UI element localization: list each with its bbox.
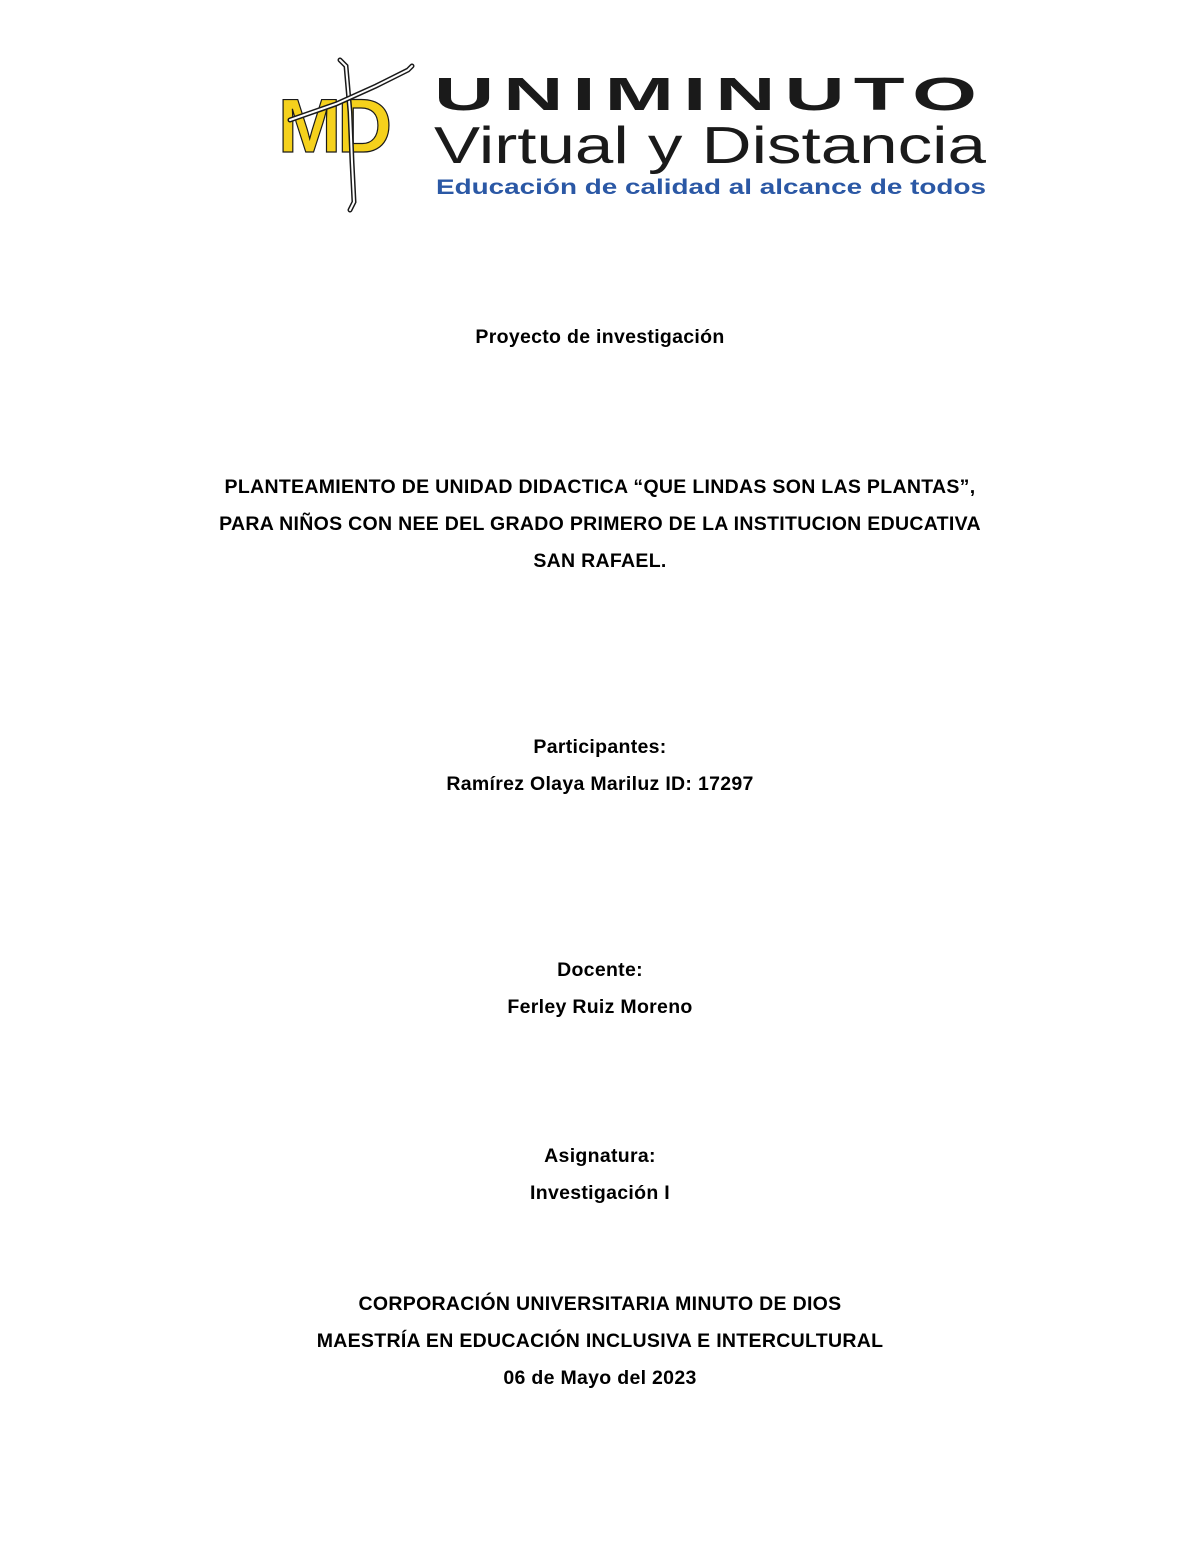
document-type: Proyecto de investigación	[475, 326, 725, 348]
title-line-2: PARA NIÑOS CON NEE DEL GRADO PRIMERO DE LA INSTITUCION EDUCATIVA	[219, 513, 981, 535]
logo-subtitle: Virtual y Distancia	[434, 117, 987, 175]
logo-tagline: Educación de calidad al alcance de todos	[436, 176, 986, 199]
institution-name: CORPORACIÓN UNIVERSITARIA MINUTO DE DIOS	[358, 1293, 842, 1315]
document-date: 06 de Mayo del 2023	[503, 1367, 697, 1389]
participants-label: Participantes:	[533, 736, 667, 758]
subject-value: Investigación I	[530, 1182, 670, 1204]
uniminuto-logo	[276, 52, 992, 214]
teacher-value: Ferley Ruiz Moreno	[507, 996, 693, 1018]
logo-name: UNIMINUTO	[434, 68, 986, 120]
participants-value: Ramírez Olaya Mariluz ID: 17297	[446, 773, 754, 795]
teacher-label: Docente:	[557, 959, 643, 981]
program-name: MAESTRÍA EN EDUCACIÓN INCLUSIVA E INTERCULTURAL	[316, 1330, 884, 1352]
md-mark	[278, 84, 389, 169]
subject-label: Asignatura:	[544, 1145, 656, 1167]
svg-text:MD: MD	[278, 84, 389, 169]
title-line-1: PLANTEAMIENTO DE UNIDAD DIDACTICA “QUE LINDAS SON LAS PLANTAS”,	[224, 476, 976, 498]
title-line-3: SAN RAFAEL.	[533, 550, 667, 572]
